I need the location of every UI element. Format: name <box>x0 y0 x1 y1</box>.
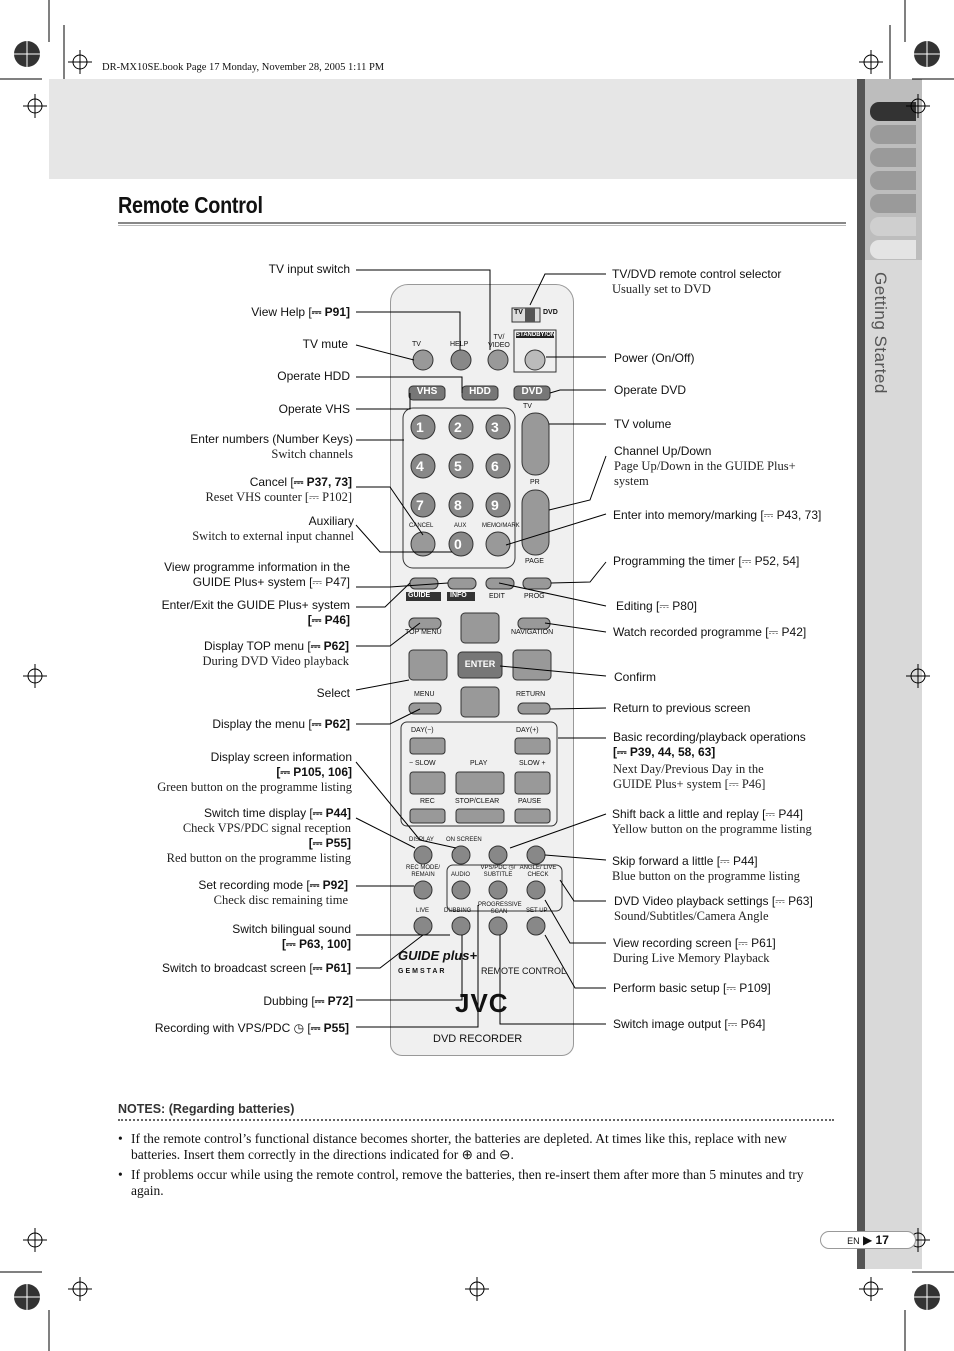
note-item: • If problems occur while using the remote control, remove the batteries, then re-insert them after more than 5 minutes and try again. <box>118 1167 804 1198</box>
rec-label: REC <box>420 798 435 805</box>
callout-rec-mode: Set recording mode [⎓ P92] Check disc remaining time <box>198 878 348 907</box>
edit-label: EDIT <box>489 593 505 600</box>
callout-auxiliary: Auxiliary Switch to external input channel <box>192 514 354 543</box>
digit-2: 2 <box>454 419 462 435</box>
display-label: DISPLAY <box>409 837 434 843</box>
pr-label: PR <box>530 479 540 486</box>
callout-screen-info: Display screen information [⎓ P105, 106] Green button on the programme listing <box>157 750 352 794</box>
callout-operate-vhs: Operate VHS <box>278 402 350 416</box>
top-menu-label: TOP MENU <box>405 629 442 636</box>
page-number-badge: EN ▶ 17 <box>820 1231 916 1249</box>
section-side-label: Getting Started <box>871 272 890 394</box>
digit-1: 1 <box>416 419 424 435</box>
callout-operate-hdd: Operate HDD <box>277 369 350 383</box>
rec-mode-label: REC MODE/ REMAIN <box>405 865 440 878</box>
enter-button: ENTER <box>464 659 496 669</box>
help-label: HELP <box>450 341 469 348</box>
navigation-label: NAVIGATION <box>511 629 554 636</box>
notes-title: NOTES: (Regarding batteries) <box>118 1102 295 1116</box>
callout-tv-volume: TV volume <box>614 417 672 431</box>
callout-cancel: Cancel [⎓ P37, 73] Reset VHS counter [⎓ P102] <box>205 475 352 504</box>
callout-bilingual-sound: Switch bilingual sound [⎓ P63, 100] <box>232 922 351 951</box>
note-item: • If the remote control’s functional distance becomes shorter, the batteries are depleted. At times like this, replace with new batteries. Insert them correctly in the directions indicated for ⊕ and ⊖. <box>118 1131 787 1162</box>
pause-label: PAUSE <box>518 798 542 805</box>
page-label: PAGE <box>525 558 544 565</box>
callout-power: Power (On/Off) <box>614 351 695 365</box>
callout-timer: Programming the timer [⎓ P52, 54] <box>613 554 800 568</box>
callout-watch-recorded: Watch recorded programme [⎓ P42] <box>613 625 807 639</box>
return-label: RETURN <box>516 691 546 698</box>
day-minus-label: DAY(−) <box>411 727 434 734</box>
callout-broadcast-screen: Switch to broadcast screen [⎓ P61] <box>161 961 351 975</box>
file-info: DR-MX10SE.book Page 17 Monday, November 28, 2005 1:11 PM <box>102 62 385 73</box>
stop-clear-label: STOP/CLEAR <box>455 798 500 805</box>
callout-basic-playback: Basic recording/playback operations [⎓ P39, 44, 58, 63] <box>613 730 806 759</box>
page-title: Remote Control <box>118 192 263 218</box>
angle-live-check-label: ANGLE/ LIVE CHECK <box>519 865 557 878</box>
standby-label: STANDBY/ON <box>516 332 556 338</box>
callout-return: Return to previous screen <box>613 701 751 715</box>
tv-volume-label: TV <box>523 403 532 410</box>
live-label: LIVE <box>416 908 430 914</box>
set-up-label: SET UP <box>526 908 548 914</box>
info-label: INFO <box>450 592 467 599</box>
callout-top-menu: Display TOP menu [⎓ P62] During DVD Video playback <box>202 639 349 668</box>
callout-tv-mute: TV mute <box>302 337 348 351</box>
memo-mark-label: MEMO/MARK <box>482 523 520 529</box>
callout-tv-input: TV input switch <box>268 262 350 276</box>
digit-9: 9 <box>491 497 499 513</box>
switch-label-tv: TV <box>514 309 523 316</box>
digit-6: 6 <box>491 458 499 474</box>
slow-plus-label: SLOW + <box>519 760 546 767</box>
on-screen-label: ON SCREEN <box>446 837 482 843</box>
hdd-button: HDD <box>469 386 491 397</box>
gemstar-logo: GEMSTAR <box>398 968 447 975</box>
callout-skip-forward: Skip forward a little [⎓ P44] Blue button on the programme listing <box>612 854 800 883</box>
callout-view-help: View Help [⎓ P91] <box>251 305 350 319</box>
callout-tv-dvd-selector: TV/DVD remote control selector Usually set to DVD <box>612 267 782 296</box>
day-plus-label: DAY(+) <box>516 727 539 734</box>
callout-memory-marking: Enter into memory/marking [⎓ P43, 73] <box>613 508 822 522</box>
digit-5: 5 <box>454 458 462 474</box>
callout-dubbing: Dubbing [⎓ P72] <box>263 994 353 1008</box>
callout-channel: Channel Up/Down Page Up/Down in the GUIDE Plus+ system <box>614 444 796 488</box>
callout-select: Select <box>316 686 350 700</box>
jvc-logo: JVC <box>455 988 509 1018</box>
switch-label-dvd: DVD <box>543 309 558 316</box>
digit-0: 0 <box>454 536 462 552</box>
tv-mute-label: TV <box>412 341 421 348</box>
digit-3: 3 <box>491 419 499 435</box>
tv-video-label: TV/ VIDEO <box>488 334 510 349</box>
callout-guide-plus: Enter/Exit the GUIDE Plus+ system [⎓ P46] <box>161 598 350 627</box>
callout-time-display: Switch time display [⎓ P44] Check VPS/PDC signal reception [⎓ P55] Red button on the programme listing <box>166 806 351 865</box>
callout-display-menu: Display the menu [⎓ P62] <box>212 717 350 731</box>
prog-label: PROG <box>524 593 545 600</box>
callout-operate-dvd: Operate DVD <box>614 383 687 397</box>
callout-dvd-settings: DVD Video playback settings [⎓ P63] Sound/Subtitles/Camera Angle <box>614 894 813 923</box>
play-label: PLAY <box>470 760 488 767</box>
menu-label: MENU <box>414 691 435 698</box>
progressive-scan-label: PROGRESSIVE SCAN <box>478 902 522 915</box>
dvd-recorder-text: DVD RECORDER <box>433 1033 523 1045</box>
callout-recording-screen: View recording screen [⎓ P61] During Live Memory Playback <box>613 936 776 965</box>
slow-minus-label: − SLOW <box>409 760 436 767</box>
callout-setup: Perform basic setup [⎓ P109] <box>613 981 771 995</box>
digit-7: 7 <box>416 497 424 513</box>
guide-plus-logo: GUIDE plus+ <box>398 948 478 963</box>
callout-number-keys: Enter numbers (Number Keys) Switch channels <box>190 432 353 461</box>
dvd-button: DVD <box>521 386 543 397</box>
notes-divider <box>118 1119 834 1121</box>
callout-confirm: Confirm <box>614 670 657 684</box>
callout-image-output: Switch image output [⎓ P64] <box>613 1017 766 1031</box>
audio-label: AUDIO <box>451 872 471 878</box>
callout-vps-recording: Recording with VPS/PDC ◷ [⎓ P55] <box>154 1021 349 1035</box>
vps-subtitle-label: VPS/PDC ◷/ SUBTITLE <box>480 865 516 878</box>
digit-4: 4 <box>416 458 424 474</box>
callout-programme-info: View programme information in the GUIDE Plus+ system [⎓ P47] <box>164 560 350 589</box>
callout-editing: Editing [⎓ P80] <box>616 599 697 613</box>
vhs-button: VHS <box>416 386 438 397</box>
remote-control-text: REMOTE CONTROL <box>481 966 567 976</box>
guide-label: GUIDE <box>408 592 431 599</box>
callout-shift-back: Shift back a little and replay [⎓ P44] Yellow button on the programme listing <box>612 807 812 836</box>
aux-label: AUX <box>454 523 467 529</box>
dubbing-label: DUBBING <box>444 908 472 914</box>
cancel-label: CANCEL <box>409 523 434 529</box>
digit-8: 8 <box>454 497 462 513</box>
callout-next-day: Next Day/Previous Day in the GUIDE Plus+ system [⎓ P46] <box>613 762 766 791</box>
